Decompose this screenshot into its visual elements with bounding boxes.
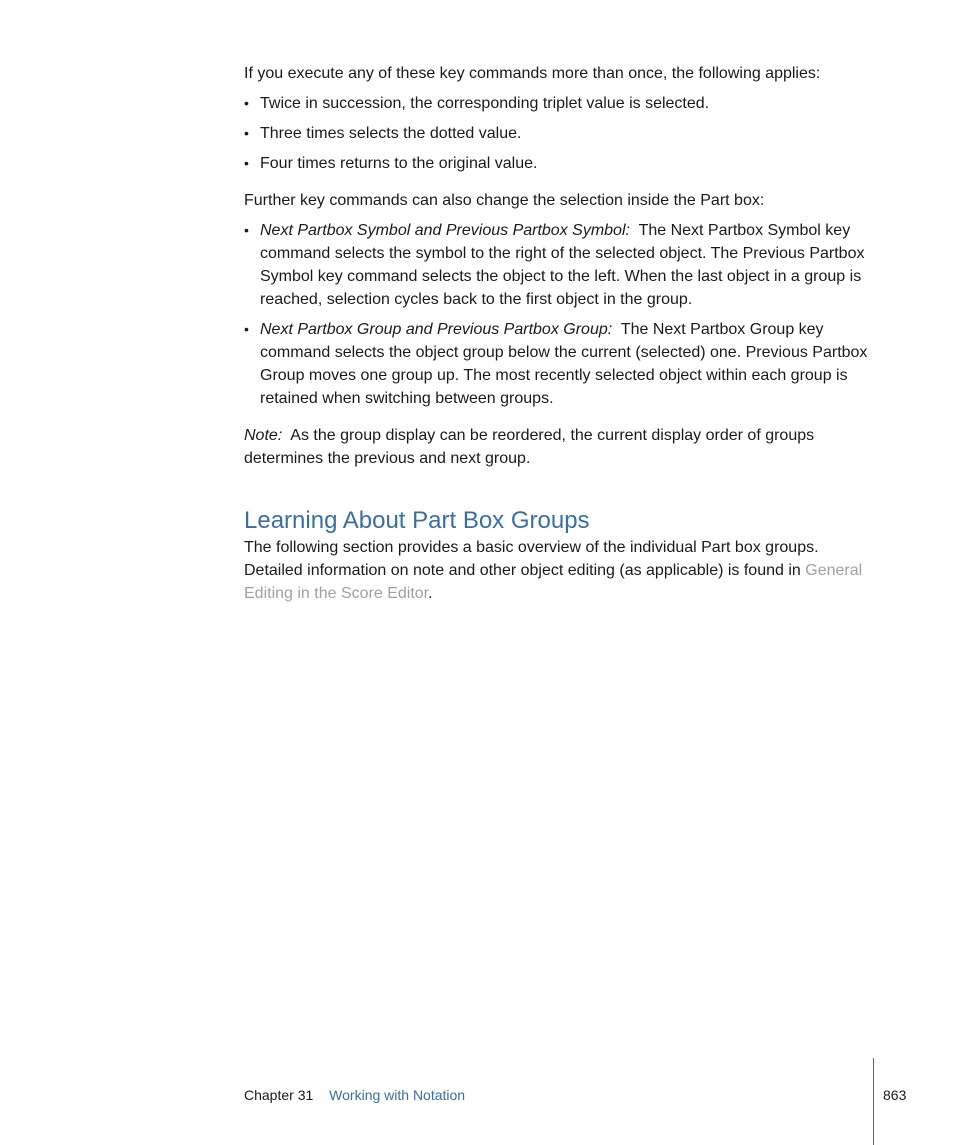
repeat-behavior-list <box>244 92 876 175</box>
command-description: The Next Partbox Group key command selects the object group below the current (selected) one. Previous Partbox Group moves one group up. The most recently selected object within each group is retained when switching between groups. <box>260 321 868 407</box>
note-label: Note: <box>244 427 283 444</box>
note-paragraph <box>244 424 876 470</box>
command-term: Next Partbox Group and Previous Partbox Group: <box>260 321 613 338</box>
bullet-icon: • <box>244 95 249 111</box>
note-text: As the group display can be reordered, the current display order of groups determines the previous and next group. <box>244 427 815 467</box>
list-item-text: Twice in succession, the corresponding triplet value is selected. <box>260 95 710 112</box>
list-item <box>244 219 876 311</box>
section-body <box>244 536 876 605</box>
page-content <box>244 62 876 605</box>
command-description: The Next Partbox Symbol key command selects the symbol to the right of the selected object. The Previous Partbox Symbol key command selects the object to the left. When the last object in a group is reached, selection cycles back to the first object in the group. <box>260 222 865 308</box>
intro-paragraph: If you execute any of these key commands more than once, the following applies: <box>244 65 821 82</box>
list-item <box>244 318 876 410</box>
footer-divider <box>873 1058 874 1145</box>
chapter-label: Chapter 31 <box>244 1087 314 1103</box>
key-command-list <box>244 219 876 410</box>
bullet-icon: • <box>244 155 249 171</box>
page-number: 863 <box>883 1087 907 1103</box>
chapter-title-link[interactable]: Working with Notation <box>329 1087 466 1103</box>
section-heading: Learning About Part Box Groups <box>244 507 590 534</box>
list-item <box>244 92 876 115</box>
command-term: Next Partbox Symbol and Previous Partbox Symbol: <box>260 222 630 239</box>
list-item-text: Four times returns to the original value. <box>260 155 538 172</box>
section-body-end: . <box>428 585 433 602</box>
bullet-icon: • <box>244 125 249 141</box>
further-paragraph: Further key commands can also change the selection inside the Part box: <box>244 192 765 209</box>
list-item-text: Three times selects the dotted value. <box>260 125 522 142</box>
list-item <box>244 152 876 175</box>
general-editing-link[interactable]: General Editing in the Score Editor <box>244 562 863 602</box>
bullet-icon: • <box>244 321 249 337</box>
list-item <box>244 122 876 145</box>
bullet-icon: • <box>244 222 249 238</box>
section-body-text: The following section provides a basic overview of the individual Part box groups. Detailed information on note and other object editing (as applicable) is found in <box>244 539 819 579</box>
page-footer <box>244 1086 465 1104</box>
